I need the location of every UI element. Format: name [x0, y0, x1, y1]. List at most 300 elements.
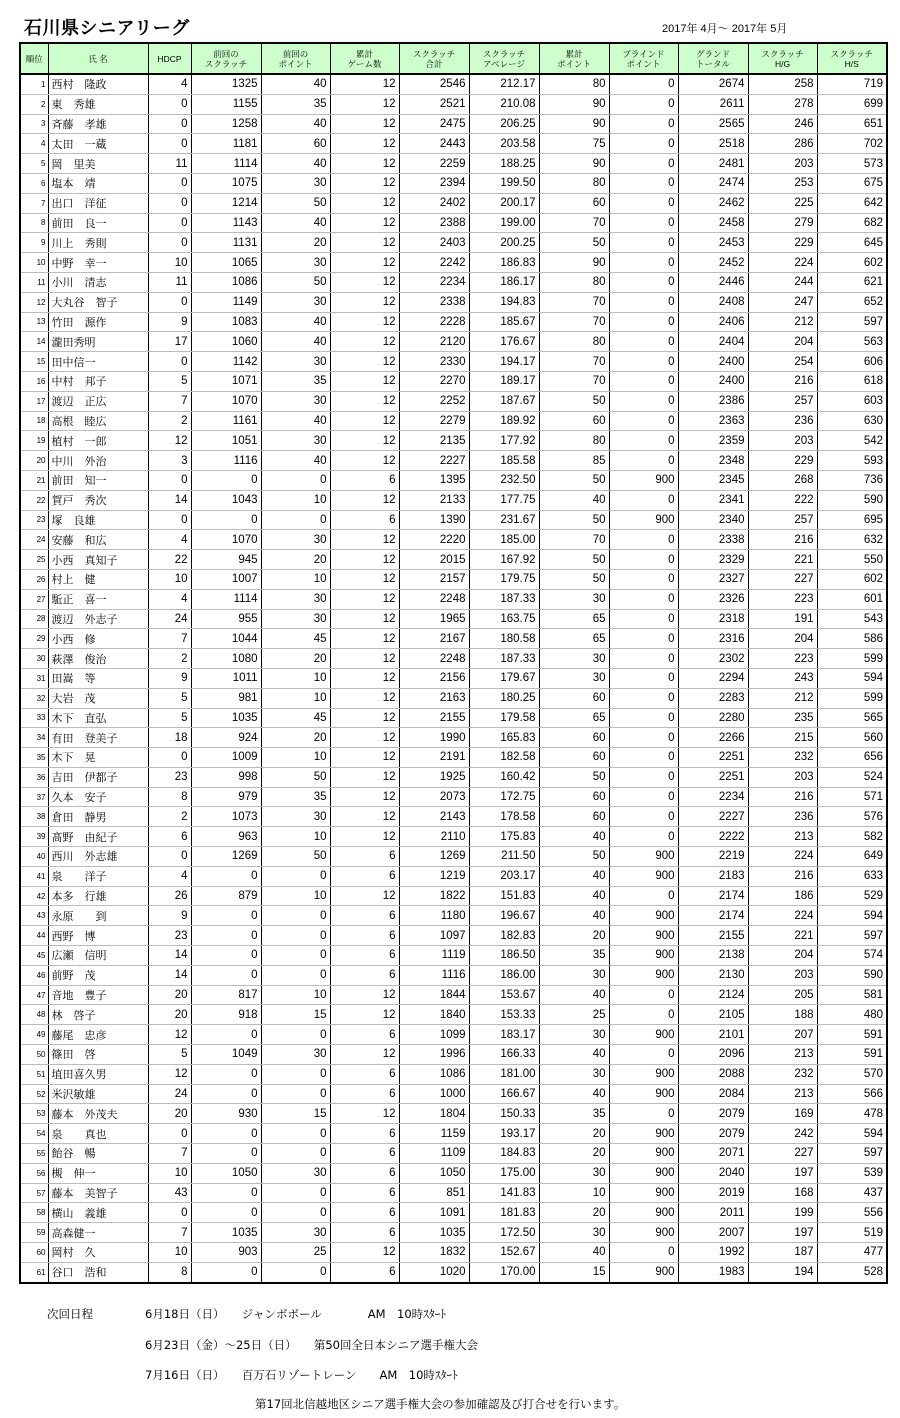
cell-hdcp: 6 [148, 827, 191, 847]
table-row [20, 312, 887, 332]
cell-scratch-average: 199.50 [469, 173, 539, 193]
cell-previous-points: 0 [261, 1262, 330, 1282]
cell-rank: 28 [20, 609, 48, 629]
cell-grand-total: 2302 [678, 649, 748, 669]
cell-high-game: 229 [748, 233, 817, 253]
cell-name: 高根 睦広 [48, 411, 148, 431]
cell-blind-points: 0 [609, 134, 678, 154]
cell-high-series: 542 [817, 431, 887, 451]
cell-high-game: 286 [748, 134, 817, 154]
cell-hdcp: 0 [148, 114, 191, 134]
cell-high-game: 229 [748, 451, 817, 471]
cell-cumulative-points: 50 [539, 391, 609, 411]
cell-scratch-total: 1990 [399, 728, 469, 748]
cell-games: 12 [330, 550, 399, 570]
cell-scratch-total: 2155 [399, 708, 469, 728]
cell-grand-total: 2481 [678, 154, 748, 174]
cell-hdcp: 12 [148, 1025, 191, 1045]
table-row [20, 886, 887, 906]
cell-blind-points: 0 [609, 451, 678, 471]
cell-grand-total: 2130 [678, 965, 748, 985]
cell-hdcp: 9 [148, 668, 191, 688]
cell-blind-points: 0 [609, 1045, 678, 1065]
cell-scratch-average: 181.83 [469, 1203, 539, 1223]
cell-cumulative-points: 80 [539, 431, 609, 451]
cell-previous-scratch: 0 [191, 866, 261, 886]
cell-rank: 58 [20, 1203, 48, 1223]
cell-previous-points: 30 [261, 1163, 330, 1183]
cell-scratch-total: 1020 [399, 1262, 469, 1282]
cell-blind-points: 0 [609, 173, 678, 193]
cell-rank: 30 [20, 649, 48, 669]
cell-games: 12 [330, 371, 399, 391]
cell-previous-points: 0 [261, 470, 330, 490]
column-header-high-series: スクラッチ H/S [817, 43, 887, 74]
cell-scratch-total: 2120 [399, 332, 469, 352]
cell-cumulative-points: 20 [539, 1203, 609, 1223]
cell-previous-points: 30 [261, 589, 330, 609]
cell-games: 12 [330, 985, 399, 1005]
table-row [20, 668, 887, 688]
table-row [20, 431, 887, 451]
cell-hdcp: 4 [148, 74, 191, 94]
cell-high-game: 268 [748, 470, 817, 490]
cell-scratch-total: 1180 [399, 906, 469, 926]
cell-previous-scratch: 1007 [191, 569, 261, 589]
cell-previous-scratch: 998 [191, 767, 261, 787]
cell-games: 6 [330, 1262, 399, 1282]
column-header-grand-total: グランド トータル [678, 43, 748, 74]
cell-high-series: 591 [817, 1045, 887, 1065]
cell-rank: 42 [20, 886, 48, 906]
cell-previous-scratch: 1073 [191, 807, 261, 827]
table-row [20, 1144, 887, 1164]
cell-scratch-total: 2338 [399, 292, 469, 312]
cell-scratch-total: 1116 [399, 965, 469, 985]
cell-name: 斉藤 孝雄 [48, 114, 148, 134]
cell-games: 6 [330, 906, 399, 926]
cell-previous-points: 35 [261, 787, 330, 807]
cell-grand-total: 2338 [678, 530, 748, 550]
cell-blind-points: 0 [609, 748, 678, 768]
cell-grand-total: 2518 [678, 134, 748, 154]
cell-cumulative-points: 90 [539, 114, 609, 134]
cell-hdcp: 0 [148, 470, 191, 490]
cell-high-series: 590 [817, 490, 887, 510]
column-header-hdcp: HDCP [148, 43, 191, 74]
cell-cumulative-points: 20 [539, 1124, 609, 1144]
cell-scratch-average: 172.75 [469, 787, 539, 807]
cell-rank: 8 [20, 213, 48, 233]
cell-hdcp: 10 [148, 1163, 191, 1183]
cell-scratch-average: 179.75 [469, 569, 539, 589]
cell-high-series: 591 [817, 1025, 887, 1045]
cell-scratch-average: 178.58 [469, 807, 539, 827]
cell-rank: 16 [20, 371, 48, 391]
cell-previous-points: 40 [261, 114, 330, 134]
cell-grand-total: 2105 [678, 1005, 748, 1025]
cell-scratch-average: 187.33 [469, 649, 539, 669]
cell-blind-points: 0 [609, 688, 678, 708]
cell-name: 音地 豊子 [48, 985, 148, 1005]
cell-high-series: 618 [817, 371, 887, 391]
cell-previous-points: 0 [261, 1144, 330, 1164]
cell-high-game: 199 [748, 1203, 817, 1223]
cell-previous-scratch: 1155 [191, 94, 261, 114]
column-header-cumulative-points: 累計 ポイント [539, 43, 609, 74]
cell-games: 6 [330, 1163, 399, 1183]
cell-blind-points: 900 [609, 1064, 678, 1084]
cell-hdcp: 5 [148, 371, 191, 391]
cell-name: 田中信一 [48, 352, 148, 372]
table-row [20, 906, 887, 926]
cell-cumulative-points: 70 [539, 213, 609, 233]
cell-high-series: 602 [817, 569, 887, 589]
cell-name: 髙野 由紀子 [48, 827, 148, 847]
table-row [20, 451, 887, 471]
cell-rank: 21 [20, 470, 48, 490]
table-row [20, 708, 887, 728]
cell-high-game: 204 [748, 332, 817, 352]
table-row [20, 74, 887, 94]
cell-cumulative-points: 20 [539, 926, 609, 946]
cell-scratch-total: 1395 [399, 470, 469, 490]
table-row [20, 371, 887, 391]
cell-scratch-total: 2133 [399, 490, 469, 510]
cell-hdcp: 0 [148, 1203, 191, 1223]
cell-name: 永原 到 [48, 906, 148, 926]
cell-high-series: 539 [817, 1163, 887, 1183]
cell-previous-scratch: 903 [191, 1243, 261, 1263]
cell-rank: 53 [20, 1104, 48, 1124]
cell-previous-points: 20 [261, 233, 330, 253]
cell-grand-total: 2251 [678, 748, 748, 768]
cell-games: 12 [330, 451, 399, 471]
table-row [20, 589, 887, 609]
cell-name: 本多 行雄 [48, 886, 148, 906]
cell-blind-points: 900 [609, 1084, 678, 1104]
cell-previous-scratch: 924 [191, 728, 261, 748]
cell-games: 12 [330, 886, 399, 906]
cell-previous-points: 10 [261, 748, 330, 768]
cell-high-series: 529 [817, 886, 887, 906]
cell-scratch-total: 1844 [399, 985, 469, 1005]
cell-games: 6 [330, 946, 399, 966]
cell-high-game: 247 [748, 292, 817, 312]
cell-rank: 2 [20, 94, 48, 114]
cell-previous-points: 0 [261, 926, 330, 946]
table-row [20, 94, 887, 114]
cell-hdcp: 0 [148, 173, 191, 193]
cell-blind-points: 900 [609, 1144, 678, 1164]
cell-previous-points: 30 [261, 609, 330, 629]
cell-rank: 44 [20, 926, 48, 946]
cell-scratch-average: 179.67 [469, 668, 539, 688]
cell-scratch-total: 2157 [399, 569, 469, 589]
cell-cumulative-points: 50 [539, 767, 609, 787]
cell-hdcp: 8 [148, 787, 191, 807]
table-row [20, 728, 887, 748]
cell-previous-points: 40 [261, 411, 330, 431]
cell-cumulative-points: 10 [539, 1183, 609, 1203]
cell-scratch-total: 2403 [399, 233, 469, 253]
cell-previous-scratch: 0 [191, 1144, 261, 1164]
table-row [20, 965, 887, 985]
table-row [20, 550, 887, 570]
column-header-rank: 順位 [20, 43, 48, 74]
cell-previous-points: 10 [261, 668, 330, 688]
cell-scratch-average: 185.67 [469, 312, 539, 332]
cell-high-game: 216 [748, 371, 817, 391]
cell-games: 6 [330, 510, 399, 530]
cell-grand-total: 2219 [678, 847, 748, 867]
cell-previous-scratch: 1070 [191, 530, 261, 550]
cell-previous-points: 0 [261, 510, 330, 530]
cell-blind-points: 0 [609, 332, 678, 352]
cell-scratch-average: 185.00 [469, 530, 539, 550]
schedule-event-3: 7月16日（日） 百万石リゾートレーン AM 10時ｽﾀｰﾄ [145, 1368, 458, 1382]
cell-high-game: 227 [748, 1144, 817, 1164]
cell-name: 東 秀雄 [48, 94, 148, 114]
cell-rank: 13 [20, 312, 48, 332]
table-row [20, 767, 887, 787]
table-row [20, 1084, 887, 1104]
cell-grand-total: 2474 [678, 173, 748, 193]
cell-scratch-total: 2227 [399, 451, 469, 471]
cell-cumulative-points: 80 [539, 272, 609, 292]
cell-blind-points: 900 [609, 946, 678, 966]
page-title: 石川県シニアリーグ [24, 18, 190, 39]
cell-previous-points: 0 [261, 946, 330, 966]
cell-blind-points: 0 [609, 767, 678, 787]
cell-rank: 60 [20, 1243, 48, 1263]
cell-previous-points: 20 [261, 728, 330, 748]
cell-blind-points: 0 [609, 490, 678, 510]
cell-name: 大岩 茂 [48, 688, 148, 708]
cell-high-game: 203 [748, 965, 817, 985]
cell-cumulative-points: 60 [539, 748, 609, 768]
cell-previous-points: 15 [261, 1005, 330, 1025]
cell-scratch-total: 2248 [399, 589, 469, 609]
table-row [20, 1223, 887, 1243]
cell-hdcp: 0 [148, 94, 191, 114]
cell-hdcp: 5 [148, 688, 191, 708]
cell-scratch-total: 2259 [399, 154, 469, 174]
cell-hdcp: 4 [148, 589, 191, 609]
table-row [20, 134, 887, 154]
cell-hdcp: 10 [148, 253, 191, 273]
cell-cumulative-points: 60 [539, 728, 609, 748]
table-row [20, 1183, 887, 1203]
cell-cumulative-points: 80 [539, 332, 609, 352]
cell-previous-points: 50 [261, 272, 330, 292]
cell-previous-scratch: 0 [191, 510, 261, 530]
cell-cumulative-points: 50 [539, 510, 609, 530]
cell-blind-points: 900 [609, 1262, 678, 1282]
table-row [20, 748, 887, 768]
cell-grand-total: 2227 [678, 807, 748, 827]
cell-previous-scratch: 1258 [191, 114, 261, 134]
cell-cumulative-points: 40 [539, 1243, 609, 1263]
cell-name: 泉 真也 [48, 1124, 148, 1144]
cell-rank: 9 [20, 233, 48, 253]
cell-scratch-total: 1159 [399, 1124, 469, 1144]
cell-high-series: 594 [817, 906, 887, 926]
cell-high-series: 581 [817, 985, 887, 1005]
cell-hdcp: 10 [148, 569, 191, 589]
cell-blind-points: 0 [609, 668, 678, 688]
cell-games: 6 [330, 965, 399, 985]
cell-scratch-total: 1219 [399, 866, 469, 886]
cell-games: 12 [330, 213, 399, 233]
cell-scratch-average: 177.75 [469, 490, 539, 510]
cell-previous-points: 15 [261, 1104, 330, 1124]
cell-hdcp: 0 [148, 134, 191, 154]
cell-previous-points: 45 [261, 708, 330, 728]
cell-previous-points: 10 [261, 985, 330, 1005]
cell-grand-total: 2007 [678, 1223, 748, 1243]
cell-scratch-total: 2163 [399, 688, 469, 708]
cell-high-game: 222 [748, 490, 817, 510]
cell-games: 12 [330, 253, 399, 273]
cell-grand-total: 2101 [678, 1025, 748, 1045]
cell-high-series: 571 [817, 787, 887, 807]
cell-high-series: 597 [817, 926, 887, 946]
cell-hdcp: 11 [148, 154, 191, 174]
cell-grand-total: 2446 [678, 272, 748, 292]
cell-previous-points: 30 [261, 431, 330, 451]
table-row [20, 1243, 887, 1263]
cell-previous-points: 0 [261, 965, 330, 985]
cell-name: 泉 洋子 [48, 866, 148, 886]
cell-games: 6 [330, 1144, 399, 1164]
cell-grand-total: 2326 [678, 589, 748, 609]
cell-games: 12 [330, 668, 399, 688]
cell-blind-points: 900 [609, 510, 678, 530]
cell-scratch-average: 175.00 [469, 1163, 539, 1183]
cell-cumulative-points: 30 [539, 965, 609, 985]
cell-games: 12 [330, 629, 399, 649]
cell-hdcp: 9 [148, 312, 191, 332]
cell-previous-scratch: 0 [191, 1064, 261, 1084]
cell-scratch-total: 2220 [399, 530, 469, 550]
cell-previous-scratch: 963 [191, 827, 261, 847]
cell-cumulative-points: 30 [539, 589, 609, 609]
cell-high-series: 550 [817, 550, 887, 570]
cell-scratch-average: 200.17 [469, 193, 539, 213]
cell-rank: 46 [20, 965, 48, 985]
cell-games: 12 [330, 134, 399, 154]
cell-high-game: 216 [748, 530, 817, 550]
cell-grand-total: 2283 [678, 688, 748, 708]
cell-blind-points: 900 [609, 965, 678, 985]
cell-high-game: 169 [748, 1104, 817, 1124]
cell-high-game: 279 [748, 213, 817, 233]
cell-high-game: 253 [748, 173, 817, 193]
cell-rank: 20 [20, 451, 48, 471]
cell-games: 12 [330, 1005, 399, 1025]
table-row [20, 332, 887, 352]
cell-cumulative-points: 40 [539, 906, 609, 926]
cell-scratch-total: 2270 [399, 371, 469, 391]
cell-games: 12 [330, 807, 399, 827]
cell-scratch-average: 160.42 [469, 767, 539, 787]
cell-scratch-total: 2252 [399, 391, 469, 411]
cell-rank: 4 [20, 134, 48, 154]
cell-high-series: 586 [817, 629, 887, 649]
cell-hdcp: 12 [148, 1064, 191, 1084]
cell-rank: 43 [20, 906, 48, 926]
cell-previous-scratch: 1181 [191, 134, 261, 154]
cell-rank: 36 [20, 767, 48, 787]
cell-blind-points: 0 [609, 609, 678, 629]
cell-grand-total: 2124 [678, 985, 748, 1005]
cell-scratch-total: 1996 [399, 1045, 469, 1065]
cell-previous-points: 30 [261, 173, 330, 193]
cell-blind-points: 0 [609, 312, 678, 332]
cell-scratch-average: 181.00 [469, 1064, 539, 1084]
cell-high-game: 224 [748, 847, 817, 867]
cell-previous-scratch: 0 [191, 926, 261, 946]
cell-rank: 45 [20, 946, 48, 966]
cell-scratch-total: 2228 [399, 312, 469, 332]
cell-scratch-total: 1099 [399, 1025, 469, 1045]
cell-hdcp: 0 [148, 847, 191, 867]
cell-high-game: 216 [748, 866, 817, 886]
cell-cumulative-points: 40 [539, 886, 609, 906]
cell-grand-total: 2348 [678, 451, 748, 471]
cell-high-series: 652 [817, 292, 887, 312]
cell-name: 川上 秀則 [48, 233, 148, 253]
cell-previous-scratch: 1086 [191, 272, 261, 292]
cell-high-series: 590 [817, 965, 887, 985]
cell-scratch-total: 2167 [399, 629, 469, 649]
cell-name: 前田 良一 [48, 213, 148, 233]
cell-hdcp: 23 [148, 767, 191, 787]
cell-rank: 25 [20, 550, 48, 570]
cell-name: 岡 里美 [48, 154, 148, 174]
cell-hdcp: 22 [148, 550, 191, 570]
cell-high-series: 437 [817, 1183, 887, 1203]
cell-high-game: 278 [748, 94, 817, 114]
cell-games: 12 [330, 312, 399, 332]
cell-previous-points: 40 [261, 332, 330, 352]
cell-previous-scratch: 1035 [191, 708, 261, 728]
cell-rank: 49 [20, 1025, 48, 1045]
cell-high-game: 232 [748, 1064, 817, 1084]
cell-scratch-total: 2279 [399, 411, 469, 431]
cell-blind-points: 0 [609, 629, 678, 649]
cell-cumulative-points: 80 [539, 173, 609, 193]
cell-rank: 19 [20, 431, 48, 451]
cell-cumulative-points: 35 [539, 946, 609, 966]
cell-rank: 32 [20, 688, 48, 708]
cell-scratch-total: 2234 [399, 272, 469, 292]
cell-games: 6 [330, 1064, 399, 1084]
cell-previous-scratch: 1060 [191, 332, 261, 352]
cell-previous-points: 40 [261, 213, 330, 233]
cell-blind-points: 900 [609, 906, 678, 926]
cell-high-series: 645 [817, 233, 887, 253]
cell-blind-points: 900 [609, 866, 678, 886]
cell-previous-scratch: 1131 [191, 233, 261, 253]
cell-high-series: 656 [817, 748, 887, 768]
cell-scratch-average: 196.67 [469, 906, 539, 926]
cell-high-game: 187 [748, 1243, 817, 1263]
cell-grand-total: 2316 [678, 629, 748, 649]
cell-name: 久本 安子 [48, 787, 148, 807]
table-row [20, 233, 887, 253]
